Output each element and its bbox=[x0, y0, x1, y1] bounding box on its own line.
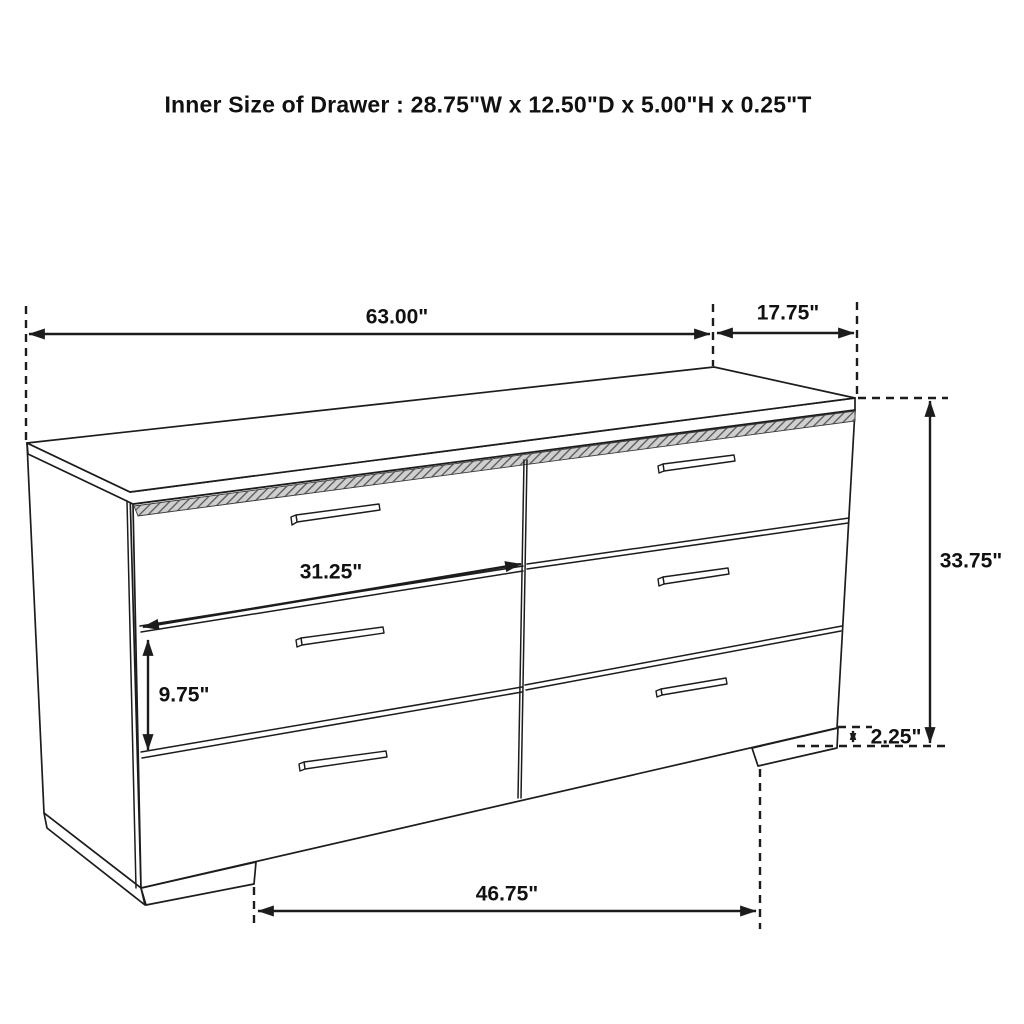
dresser-body bbox=[27, 367, 855, 905]
dim-label-top-width: 63.00" bbox=[365, 305, 429, 329]
dim-label-height: 33.75" bbox=[939, 549, 1003, 573]
dim-label-drawer-height: 9.75" bbox=[158, 683, 210, 707]
dim-label-foot-height: 2.25" bbox=[870, 725, 922, 749]
dim-label-top-depth: 17.75" bbox=[756, 301, 820, 325]
dim-label-drawer-width: 31.25" bbox=[299, 560, 363, 584]
diagram-title: Inner Size of Drawer : 28.75"W x 12.50"D x 5.00"H x 0.25"T bbox=[164, 91, 812, 118]
side-panel bbox=[27, 443, 141, 888]
dim-label-foot-spacing: 46.75" bbox=[475, 882, 539, 906]
